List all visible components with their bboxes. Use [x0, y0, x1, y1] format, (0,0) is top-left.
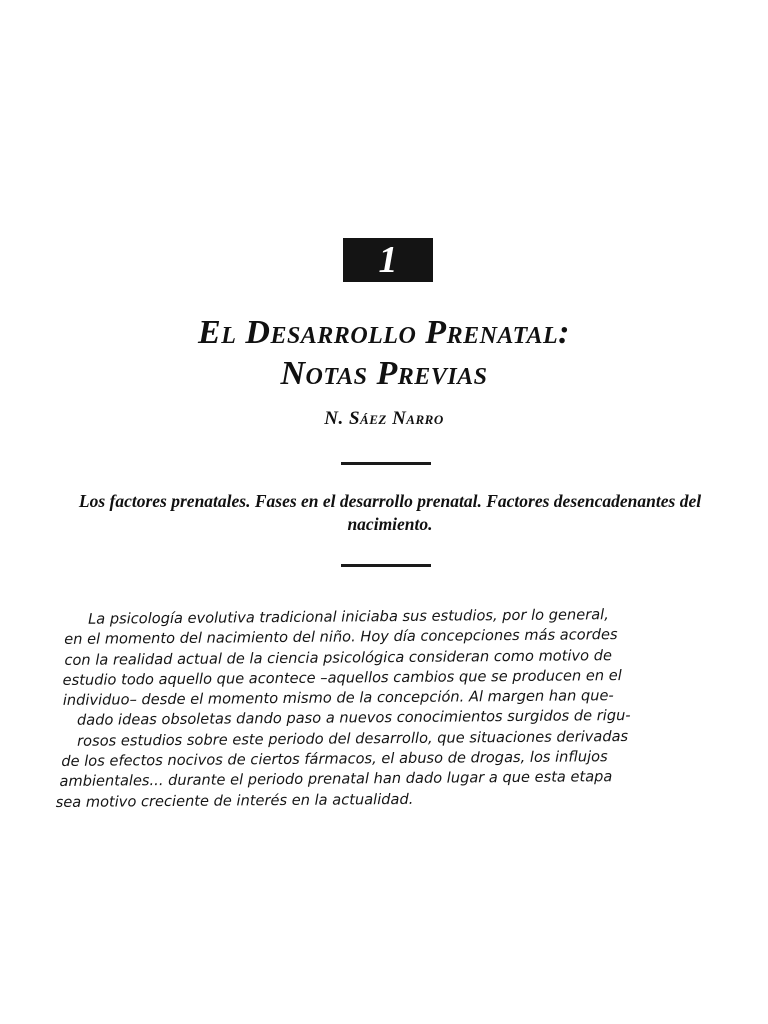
paragraph-line: dado ideas obsoletas dando paso a nuevos conocimientos surgidos de rigu-	[76, 707, 631, 730]
paragraph-line: sea motivo creciente de interés en la actualidad.	[55, 790, 414, 811]
paragraph-line: en el momento del nacimiento del niño. Hoy día concepciones más acordes	[64, 626, 618, 649]
paragraph-line: de los efectos nocivos de ciertos fármacos, el abuso de drogas, los influjos	[61, 748, 608, 771]
chapter-title-line-1: El Desarrollo Prenatal:	[198, 314, 570, 351]
chapter-number: 1	[378, 239, 398, 281]
paragraph-line: ambientales... durante el periodo prenatal han dado lugar a que esta etapa	[59, 768, 613, 791]
chapter-title-line-2: Notas Previas	[280, 355, 488, 392]
chapter-number-badge	[343, 238, 433, 282]
paragraph-line: con la realidad actual de la ciencia psicológica consideran como motivo de	[64, 646, 612, 669]
chapter-summary: Los factores prenatales. Fases en el desarrollo prenatal. Factores desencadenantes del nacimiento.	[78, 491, 702, 534]
author-name: N. Sáez Narro	[324, 408, 444, 429]
divider-bottom	[341, 564, 431, 567]
divider-top	[341, 462, 431, 465]
paragraph-line: individuo– desde el momento mismo de la concepción. Al margen han que-	[62, 687, 614, 710]
paragraph-line: rosos estudios sobre este periodo del desarrollo, que situaciones derivadas	[77, 727, 629, 750]
body-paragraph	[54, 604, 722, 813]
paragraph-line: estudio todo aquello que acontece –aquellos cambios que se producen en el	[62, 666, 622, 689]
paragraph-line: La psicología evolutiva tradicional iniciaba sus estudios, por lo general,	[88, 606, 609, 628]
